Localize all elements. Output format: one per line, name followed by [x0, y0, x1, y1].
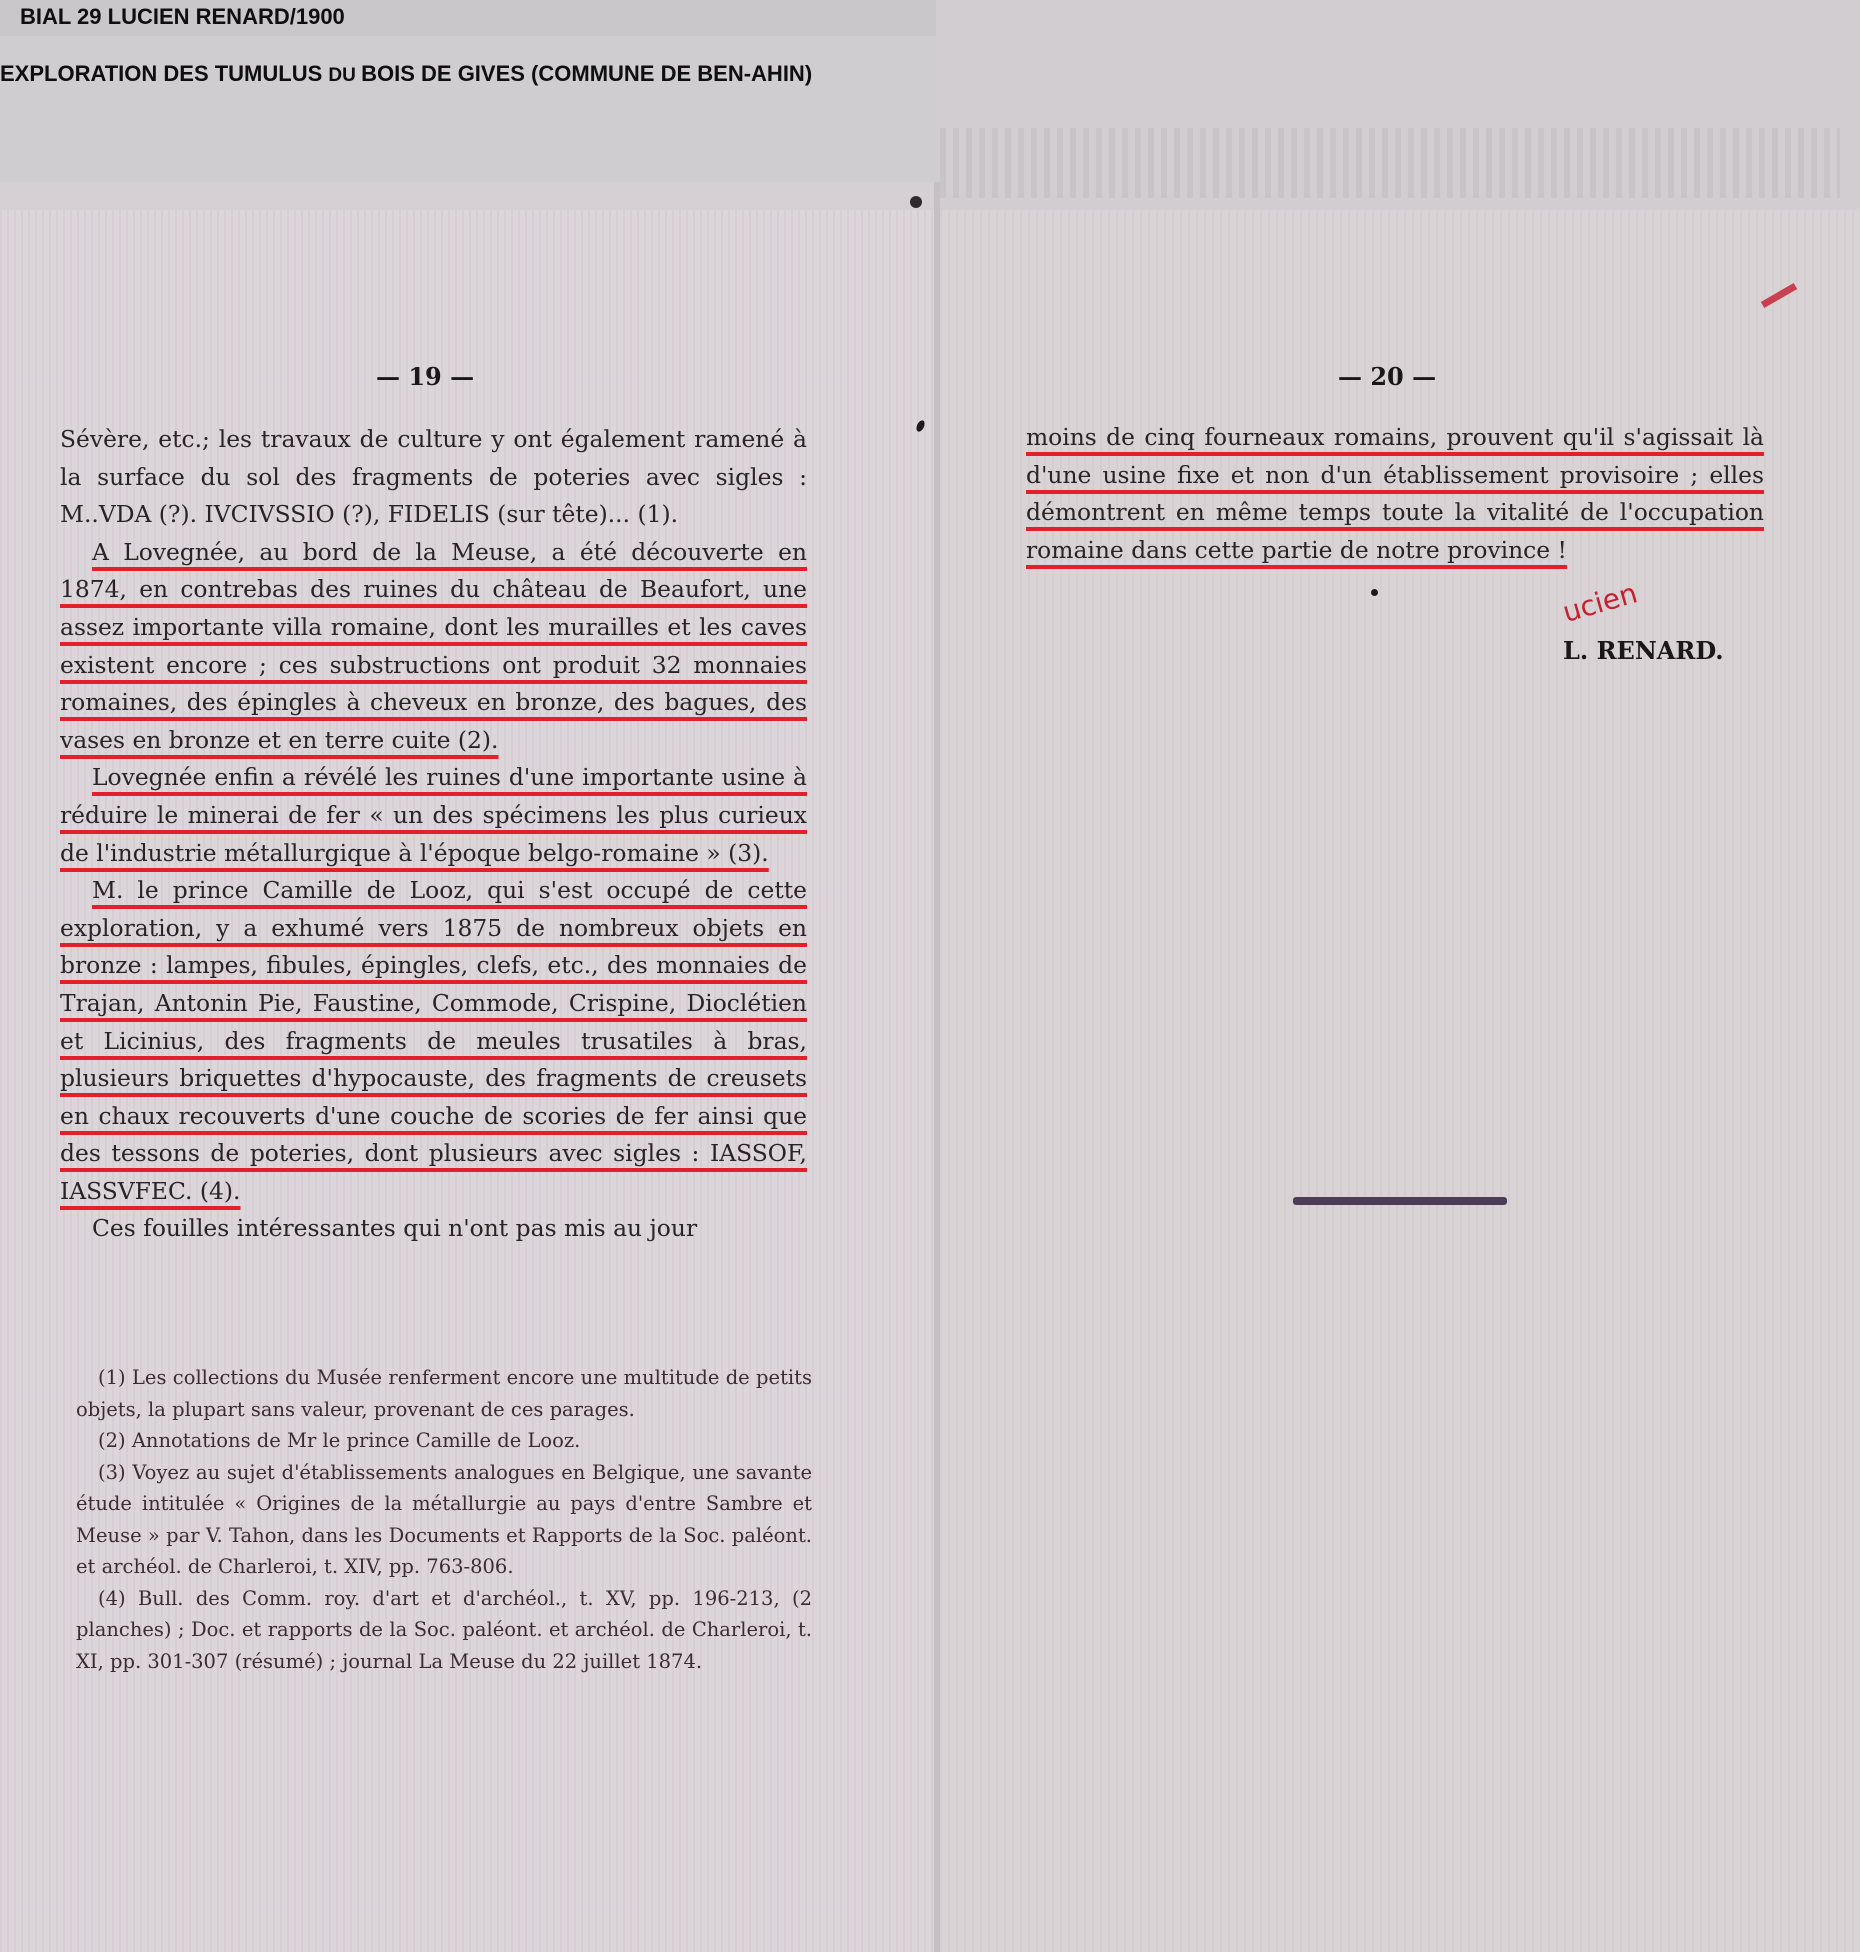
ink-speck — [1371, 589, 1378, 596]
paragraph-2: A Lovegnée, au bord de la Meuse, a été découverte en 1874, en contrebas des ruines du château de Beaufort, une assez importante villa romaine, dont les murailles et les caves existent encore ; ces substructions ont produit 32 monnaies romaines, des épingles à cheveux en bronze, des bagues, des vases en bronze et en terre cuite (2). — [60, 537, 807, 754]
end-rule — [1293, 1197, 1507, 1205]
header-title-part-a: EXPLORATION DES TUMULUS — [0, 61, 329, 86]
left-body — [60, 421, 807, 1248]
paragraph-1: Sévère, etc.; les travaux de culture y ont également ramené à la surface du sol des fragments de poteries avec sigles : M..VDA (?). IVCIVSSIO (?), FIDELIS (sur tête)... (1). — [60, 425, 807, 529]
right-page-number: — 20 — — [1338, 362, 1437, 391]
header-title-part-b: BOIS DE GIVES (COMMUNE DE BEN-AHIN) — [361, 61, 813, 86]
author-signature: L. RENARD. — [1563, 636, 1724, 665]
header-reference: BIAL 29 LUCIEN RENARD/1900 — [20, 4, 345, 29]
footnote-4: (4) Bull. des Comm. roy. d'art et d'archéol., t. XV, pp. 196-213, (2 planches) ; Doc. et rapports de la Soc. paléont. et archéol. de Charleroi, t. XI, pp. 301-307 (résumé) ; journal La Meuse du 22 juillet 1874. — [76, 1586, 812, 1673]
bleed-through-text — [940, 128, 1840, 198]
header-title-du: DU — [328, 65, 362, 86]
left-page-number: — 19 — — [376, 362, 475, 391]
footnote-3: (3) Voyez au sujet d'établissements analogues en Belgique, une savante étude intitulée « Origines de la métallurgie au pays d'entre Sambre et Meuse » par V. Tahon, dans les Documents et Rapports de la Soc. paléont. et archéol. de Charleroi, t. XIV, pp. 763-806. — [76, 1460, 812, 1578]
right-body — [1026, 419, 1764, 569]
header-band — [0, 0, 936, 182]
paragraph-4: M. le prince Camille de Looz, qui s'est occupé de cette exploration, y a exhumé vers 1875 de nombreux objets en bronze : lampes, fibules, épingles, clefs, etc., des monnaies de Trajan, Antonin Pie, Faustine, Commode, Crispine, Dioclétien et Licinius, des fragments de meules trusatiles à bras, plusieurs briquettes d'hypocauste, des fragments de creusets en chaux recouverts d'une couche de scories de fer ainsi que des tessons de poteries, dont plusieurs avec sigles : IASSOF, IASSVFEC. (4). — [60, 876, 807, 1205]
ink-speck — [910, 196, 922, 208]
handwritten-annotation: ucien — [1558, 576, 1641, 629]
footnotes — [76, 1362, 812, 1677]
paragraph-3: Lovegnée enfin a révélé les ruines d'une importante usine à réduire le minerai de fer « un des spécimens les plus curieux de l'industrie métallurgique à l'époque belgo-romaine » (3). — [60, 763, 807, 867]
header-title — [0, 61, 812, 87]
paragraph-right-1: moins de cinq fourneaux romains, prouvent qu'il s'agissait là d'une usine fixe et non d'un établissement provisoire ; elles démontrent en même temps toute la vitalité de l'occupation romaine dans cette partie de notre province ! — [1026, 423, 1764, 564]
footnote-2: (2) Annotations de Mr le prince Camille de Looz. — [98, 1429, 581, 1452]
paragraph-5: Ces fouilles intéressantes qui n'ont pas mis au jour — [92, 1214, 698, 1243]
page-gutter — [934, 182, 940, 1952]
footnote-1: (1) Les collections du Musée renferment encore une multitude de petits objets, la plupart sans valeur, provenant de ces parages. — [76, 1366, 812, 1421]
